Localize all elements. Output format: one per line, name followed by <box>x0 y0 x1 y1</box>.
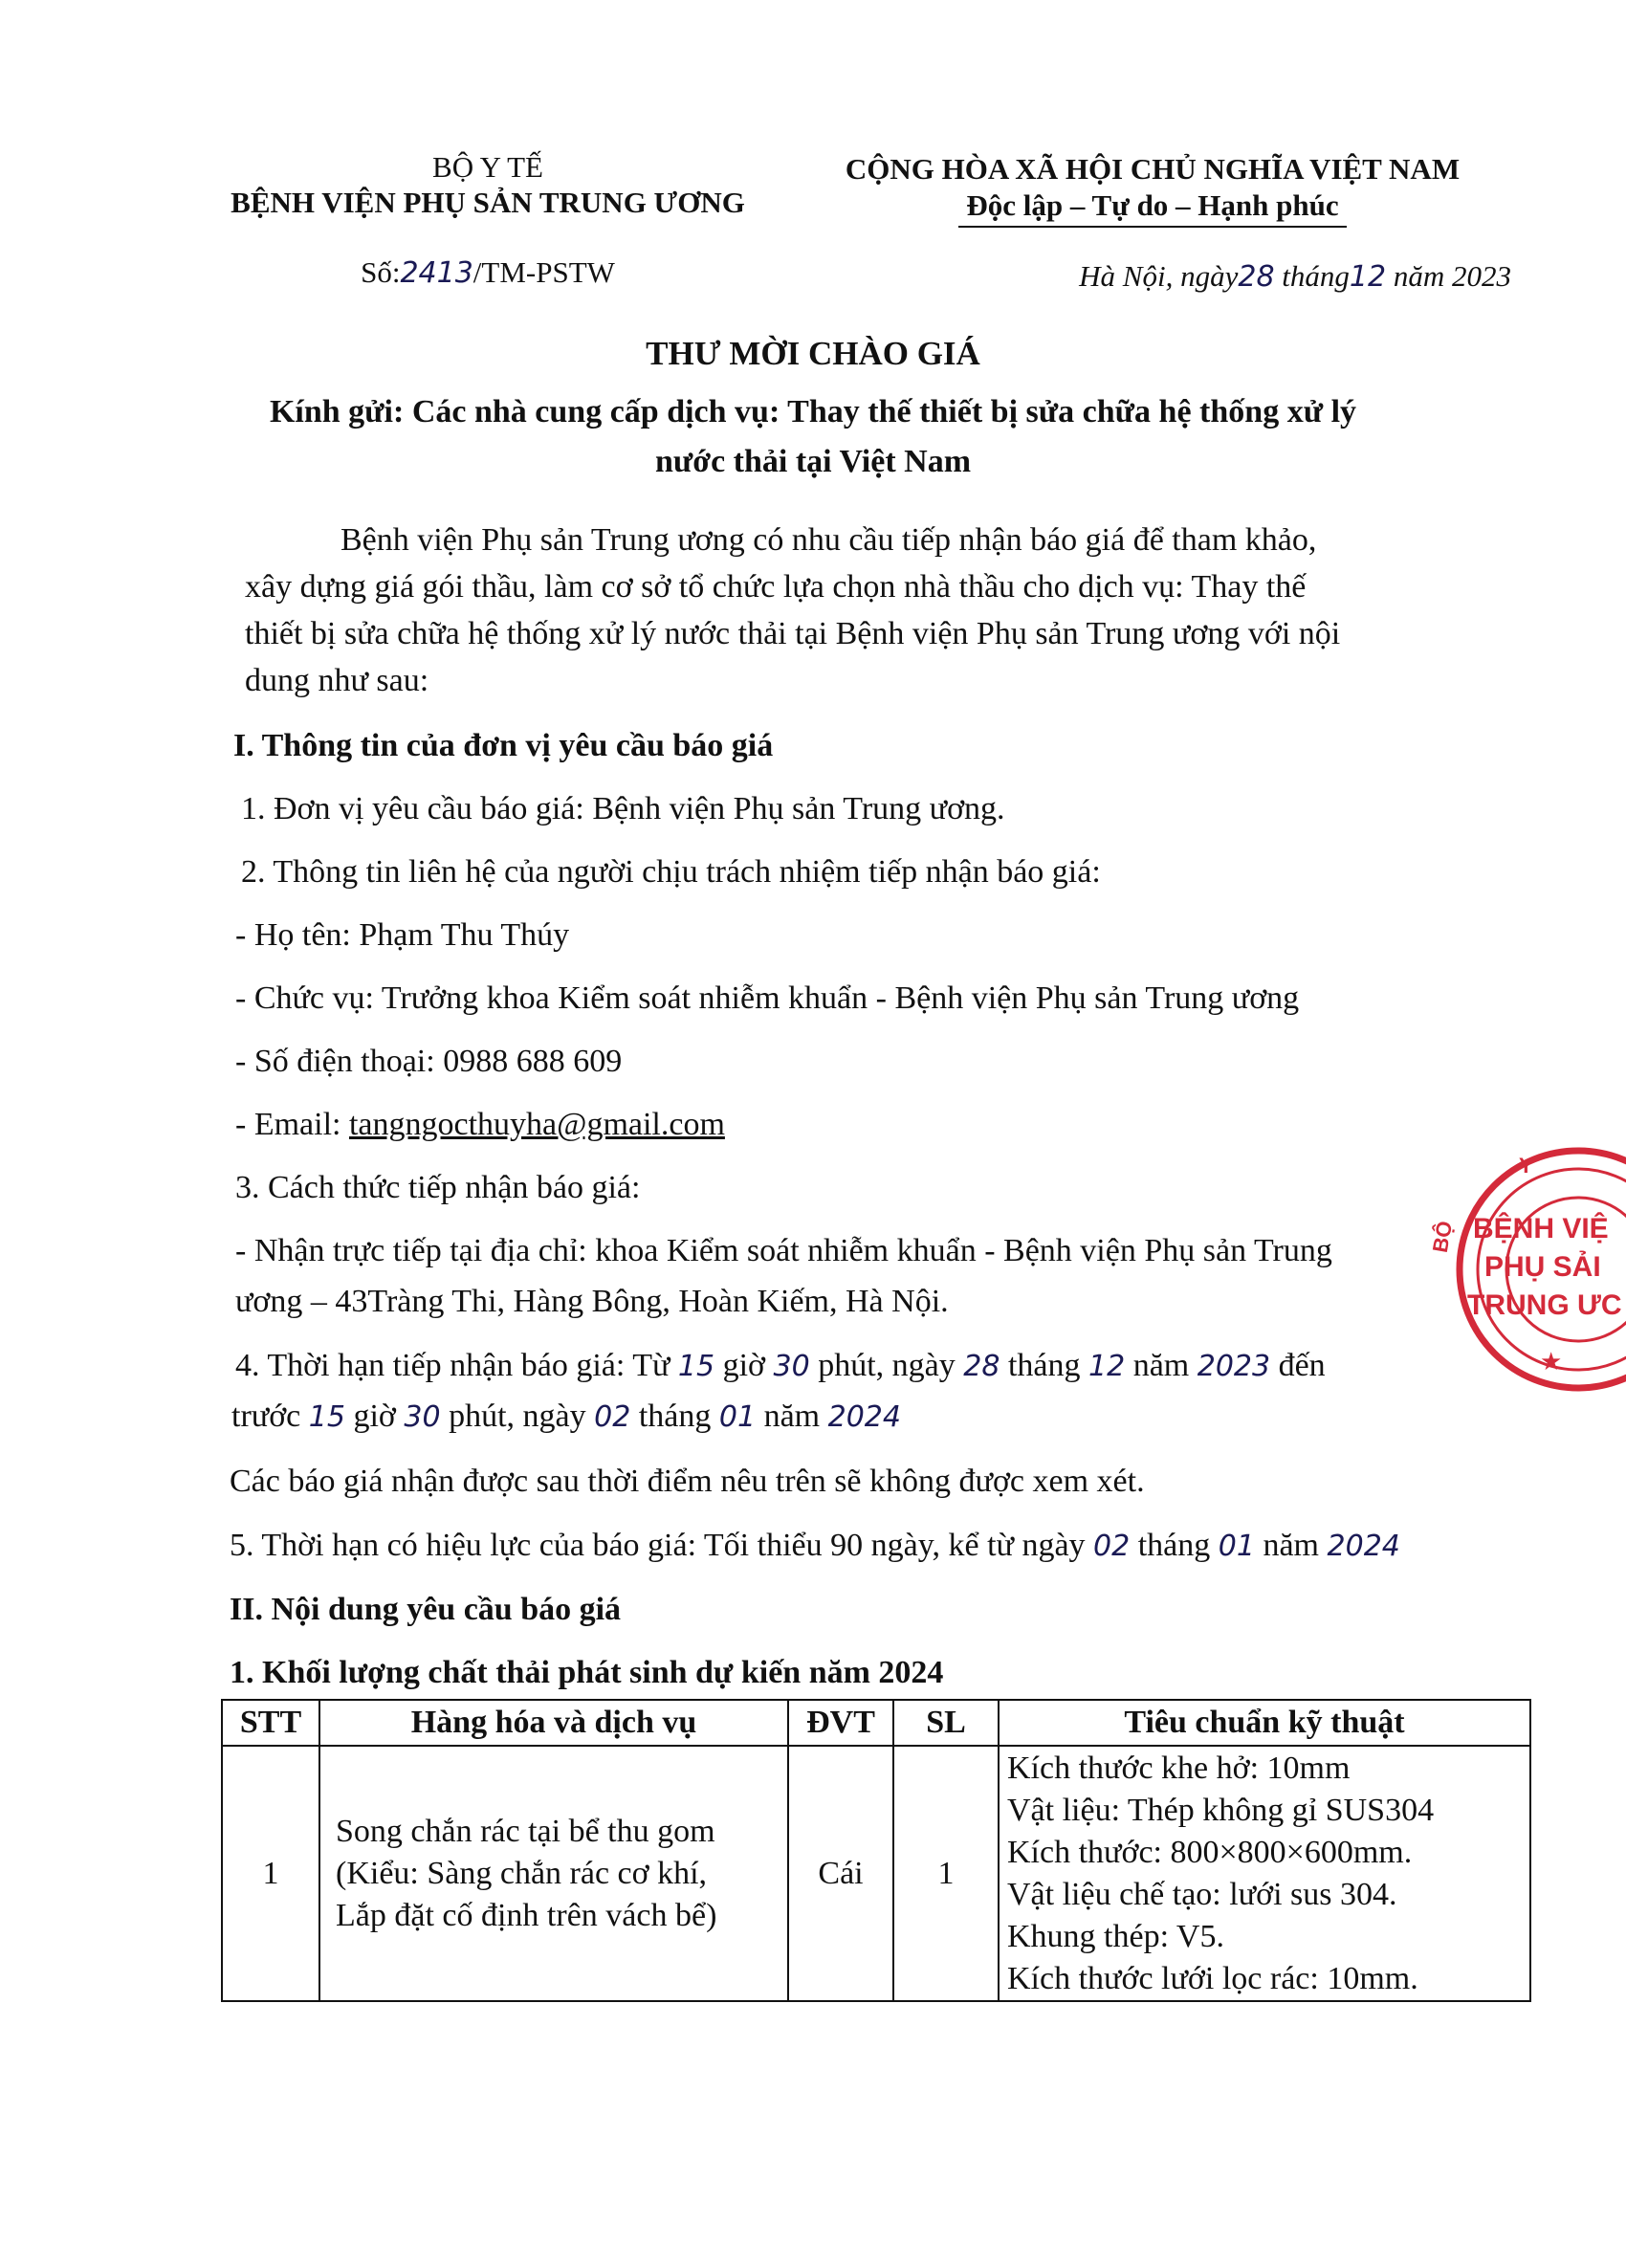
deadline-end-year: 2024 <box>827 1400 901 1434</box>
deadline-text: tháng <box>1000 1348 1088 1383</box>
document-date <box>794 258 1511 296</box>
ministry-name: BỘ Y TẾ <box>432 150 543 184</box>
deadline-text: đến <box>1270 1348 1326 1383</box>
stamp-line-1: BỆNH VIỆ <box>1473 1213 1609 1244</box>
spec-line: Vật liệu: Thép không gỉ SUS304 <box>1007 1792 1435 1828</box>
deadline-text: giờ <box>344 1398 405 1434</box>
date-suffix: năm 2023 <box>1393 259 1511 293</box>
deadline-text: tháng <box>630 1398 719 1434</box>
row-spec <box>999 1746 1530 2001</box>
col-header-qty: SL <box>893 1700 999 1746</box>
deadline-text: năm <box>1125 1348 1198 1383</box>
table-header-row <box>222 1700 1530 1746</box>
section-2-subheading: 1. Khối lượng chất thải phát sinh dự kiến năm 2024 <box>230 1655 944 1690</box>
number-prefix: Số: <box>361 255 401 289</box>
deadline-text: phút, ngày <box>440 1398 595 1434</box>
receive-method-heading: 3. Cách thức tiếp nhận báo giá: <box>235 1170 641 1205</box>
number-suffix: /TM-PSTW <box>472 255 615 289</box>
seal-star-icon: ★ <box>1540 1348 1563 1376</box>
hospital-seal-stamp <box>1414 1140 1626 1398</box>
date-month-label: tháng <box>1282 259 1350 293</box>
col-header-stt: STT <box>222 1700 319 1746</box>
deadline-end-hour: 15 <box>308 1400 345 1434</box>
spec-line: Vật liệu chế tạo: lưới sus 304. <box>1007 1876 1397 1912</box>
deadline-start-month: 12 <box>1088 1350 1126 1383</box>
deadline-text: năm <box>756 1398 828 1434</box>
date-day: 28 <box>1238 260 1275 294</box>
deadline-start-hour: 15 <box>677 1350 715 1383</box>
stamp-top-text: Y <box>1519 1154 1533 1178</box>
intro-line-2: xây dựng giá gói thầu, làm cơ sở tổ chức lựa chọn nhà thầu cho dịch vụ: Thay thế <box>245 569 1307 605</box>
col-header-spec: Tiêu chuẩn kỹ thuật <box>999 1700 1530 1746</box>
contact-phone: - Số điện thoại: 0988 688 609 <box>235 1044 623 1079</box>
contact-email <box>235 1101 725 1148</box>
intro-line-3: thiết bị sửa chữa hệ thống xử lý nước thải tại Bệnh viện Phụ sản Trung ương với nội <box>245 616 1341 651</box>
date-prefix: Hà Nội, ngày <box>1079 259 1239 293</box>
intro-line-1: Bệnh viện Phụ sản Trung ương có nhu cầu tiếp nhận báo giá để tham khảo, <box>341 522 1317 558</box>
spec-line: Kích thước khe hở: 10mm <box>1007 1750 1351 1786</box>
spec-line: Kích thước lưới lọc rác: 10mm. <box>1007 1960 1418 1996</box>
row-qty: 1 <box>893 1746 999 2001</box>
requester-unit: 1. Đơn vị yêu cầu báo giá: Bệnh viện Phụ sản Trung ương. <box>241 791 1005 826</box>
validity-text: năm <box>1254 1528 1328 1563</box>
late-quote-note: Các báo giá nhận được sau thời điểm nêu trên sẽ không được xem xét. <box>230 1464 1145 1499</box>
validity-period <box>230 1522 1400 1570</box>
recipient-line-1: Kính gửi: Các nhà cung cấp dịch vụ: Thay thế thiết bị sửa chữa hệ thống xử lý <box>269 394 1357 429</box>
spec-line: Khung thép: V5. <box>1007 1918 1224 1954</box>
email-link[interactable]: tangngocthuyha@gmail.com <box>348 1107 725 1142</box>
deadline-start-day: 28 <box>963 1350 1000 1383</box>
goods-line: Song chắn rác tại bể thu gom <box>336 1813 715 1849</box>
deadline-start-minute: 30 <box>773 1350 810 1383</box>
stamp-line-3: TRUNG ƯC <box>1467 1289 1622 1321</box>
validity-text: 5. Thời hạn có hiệu lực của báo giá: Tối thiểu 90 ngày, kể từ ngày <box>230 1528 1094 1563</box>
contact-position: - Chức vụ: Trưởng khoa Kiểm soát nhiễm khuẩn - Bệnh viện Phụ sản Trung ương <box>235 980 1300 1016</box>
number-handwritten: 2413 <box>400 256 473 290</box>
hospital-name: BỆNH VIỆN PHỤ SẢN TRUNG ƯƠNG <box>231 186 745 219</box>
goods-line: (Kiểu: Sàng chắn rác cơ khí, <box>336 1855 708 1891</box>
section-2-heading: II. Nội dung yêu cầu báo giá <box>230 1592 622 1627</box>
deadline-start-year: 2023 <box>1197 1350 1271 1383</box>
email-label: - Email: <box>235 1107 349 1142</box>
receive-method-line-1: - Nhận trực tiếp tại địa chỉ: khoa Kiểm soát nhiễm khuẩn - Bệnh viện Phụ sản Trung <box>235 1233 1332 1268</box>
validity-year: 2024 <box>1327 1530 1400 1563</box>
document-number <box>191 254 784 292</box>
country-name: CỘNG HÒA XÃ HỘI CHỦ NGHĨA VIỆT NAM <box>845 152 1461 186</box>
deadline-line-2 <box>231 1393 901 1441</box>
validity-month: 01 <box>1218 1530 1255 1563</box>
intro-line-4: dung như sau: <box>245 663 429 698</box>
deadline-end-minute: 30 <box>404 1400 441 1434</box>
validity-day: 02 <box>1093 1530 1131 1563</box>
deadline-text: 4. Thời hạn tiếp nhận báo giá: Từ <box>235 1348 678 1383</box>
validity-text: tháng <box>1130 1528 1219 1563</box>
col-header-goods: Hàng hóa và dịch vụ <box>319 1700 788 1746</box>
deadline-text: trước <box>231 1398 309 1434</box>
recipient-line-2: nước thải tại Việt Nam <box>654 444 972 479</box>
stamp-side-text: BỘ <box>1427 1219 1458 1255</box>
receive-method-line-2: ương – 43Tràng Thi, Hàng Bông, Hoàn Kiếm, Hà Nội. <box>235 1284 949 1319</box>
spec-line: Kích thước: 800×800×600mm. <box>1007 1834 1413 1870</box>
stamp-line-2: PHỤ SẢI <box>1484 1251 1601 1283</box>
letter-title: THƯ MỜI CHÀO GIÁ <box>646 335 980 372</box>
motto-underline <box>958 226 1347 228</box>
row-stt: 1 <box>222 1746 319 2001</box>
row-goods <box>319 1746 788 2001</box>
goods-table <box>221 1699 1531 2002</box>
goods-line: Lắp đặt cố định trên vách bể) <box>336 1897 717 1933</box>
col-header-unit: ĐVT <box>788 1700 893 1746</box>
deadline-end-month: 01 <box>718 1400 757 1434</box>
deadline-end-day: 02 <box>594 1400 631 1434</box>
deadline-text: giờ <box>714 1348 774 1383</box>
section-1-heading: I. Thông tin của đơn vị yêu cầu báo giá <box>233 728 774 763</box>
row-unit: Cái <box>788 1746 893 2001</box>
deadline-line-1 <box>235 1342 1326 1390</box>
table-row <box>222 1746 1530 2001</box>
deadline-text: phút, ngày <box>809 1348 964 1383</box>
contact-info-heading: 2. Thông tin liên hệ của người chịu trách nhiệm tiếp nhận báo giá: <box>241 854 1101 890</box>
national-motto: Độc lập – Tự do – Hạnh phúc <box>966 188 1339 222</box>
date-month: 12 <box>1349 260 1387 294</box>
contact-name: - Họ tên: Phạm Thu Thúy <box>235 917 570 953</box>
